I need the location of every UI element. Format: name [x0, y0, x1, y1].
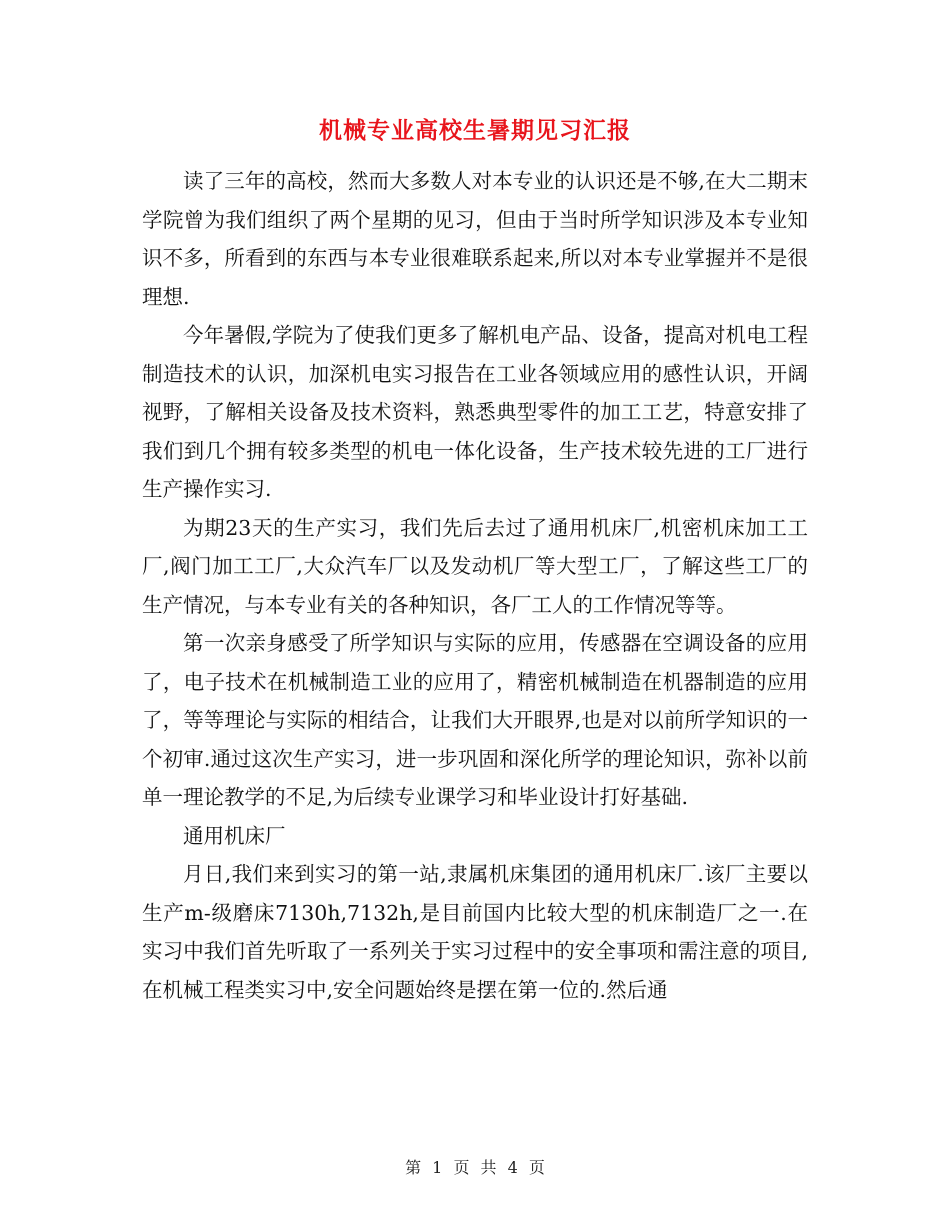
paragraph-summer-arrangement: 今年暑假,学院为了使我们更多了解机电产品、设备，提高对机电工程制造技术的认识，加深机电实习报告在工业各领域应用的感性认识，开阔视野，了解相关设备及技术资料，熟悉典型零件的加工工艺，特意安排了我们到几个拥有较多类型的机电一体化设备，生产技术较先进的工厂进行生产操作实习. [142, 323, 808, 501]
paragraph-first-experience: 第一次亲身感受了所学知识与实际的应用，传感器在空调设备的应用了，电子技术在机械制造工业的应用了，精密机械制造在机器制造的应用了，等等理论与实际的相结合，让我们大开眼界,也是对以前所学知识的一个初审.通过这次生产实习，进一步巩固和深化所学的理论知识，弥补以前单一理论教学的不足,为后续专业课学习和毕业设计打好基础. [142, 631, 808, 809]
page-footer: 第 1 页 共 4 页 [405, 1158, 545, 1177]
document-body [142, 162, 808, 1009]
document-title: 机械专业高校生暑期见习汇报 [319, 117, 631, 144]
paragraph-factories-visited: 为期23天的生产实习，我们先后去过了通用机床厂,机密机床加工工厂,阀门加工工厂,大众汽车厂以及发动机厂等大型工厂，了解这些工厂的生产情况，与本专业有关的各种知识，各厂工人的工作情况等等。 [142, 515, 808, 617]
paragraph-intro: 读了三年的高校，然而大多数人对本专业的认识还是不够,在大二期末学院曾为我们组织了两个星期的见习，但由于当时所学知识涉及本专业知识不多，所看到的东西与本专业很难联系起来,所以对本专业掌握并不是很理想. [142, 169, 808, 309]
paragraph-first-stop: 月日,我们来到实习的第一站,隶属机床集团的通用机床厂.该厂主要以生产m-级磨床7130h,7132h,是目前国内比较大型的机床制造厂之一.在实习中我们首先听取了一系列关于实习过程中的安全事项和需注意的项目,在机械工程类实习中,安全问题始终是摆在第一位的.然后通 [142, 862, 808, 1002]
section-heading-general-machine-factory: 通用机床厂 [183, 823, 286, 848]
